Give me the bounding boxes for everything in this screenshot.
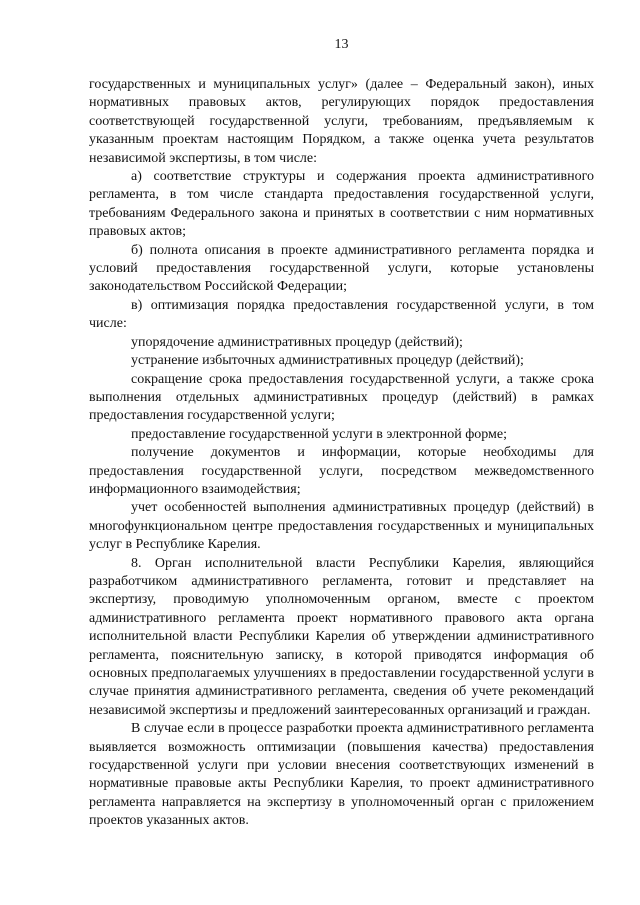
page-number: 13 [334,37,349,52]
sub-item-electronic: предоставление государственной услуги в электронной форме; [131,426,508,442]
paragraph-optimization-case: В случае если в процессе разработки проекта административного регламента выявляется возможность оптимизации (повышения качества) предоставления государственной услуги при условии внесения соответствующих изменений в нормативные правовые акты Республики Карелия, то проект административного регламента направляется на экспертизу в уполномоченный орган с приложением проектов указанных актов. [89,721,594,829]
sub-item-reduction: сокращение срока предоставления государственной услуги, а также срока выполнения отдельных административных процедур (действий) в рамках предоставления государственной услуги; [89,371,594,424]
sub-item-interagency: получение документов и информации, которые необходимы для предоставления государственной услуги, посредством межведомственного информационного взаимодействия; [89,445,594,497]
list-item-b: б) полнота описания в проекте административного регламента порядка и условий предоставления государственной услуги, которые установлены законодательством Российской Федерации; [89,242,594,295]
list-item-v: в) оптимизация порядка предоставления государственной услуги, в том числе: [89,297,594,332]
sub-item-ordering: упорядочение административных процедур (действий); [131,334,463,350]
document-body [89,76,594,831]
paragraph-section-8: 8. Орган исполнительной власти Республики Карелия, являющийся разработчиком административного регламента, готовит и представляет на экспертизу, проводимую уполномоченным органом, вместе с проектом административного регламента проект нормативного правового акта органа исполнительной власти Республики Карелия об утверждении административного регламента, пояснительную записку, в которой приводятся информация об основных предполагаемых улучшениях в предоставлении государственной услуги в случае принятия административного регламента, сведения об учете рекомендаций независимой экспертизы и предложений заинтересованных организаций и граждан. [89,555,594,718]
list-item-a: а) соответствие структуры и содержания проекта административного регламента, в том числе стандарта предоставления государственной услуги, требованиям Федерального закона и принятых в соответствии с ним нормативных правовых актов; [89,169,594,240]
sub-item-mfc: учет особенностей выполнения административных процедур (действий) в многофункциональном центре предоставления государственных и муниципальных услуг в Республике Карелия. [89,500,594,553]
paragraph-continuation: государственных и муниципальных услуг» (далее – Федеральный закон), иных нормативных правовых актов, регулирующих порядок предоставления соответствующей государственной услуги, требованиям, предъявляемым к указанным проектам настоящим Порядком, а также оценка учета результатов независимой экспертизы, в том числе: [89,77,594,166]
sub-item-elimination: устранение избыточных административных процедур (действий); [131,353,524,369]
